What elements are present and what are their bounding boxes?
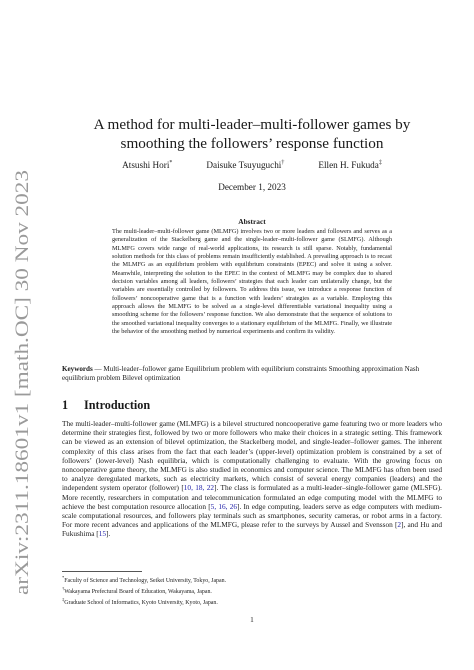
footnote [62, 585, 442, 596]
footnote-mark: † [62, 586, 65, 592]
intro-text: The multi-leader–multi-follower game (MLMFG) is a bilevel structured noncooperative game featuring two or more leaders who determine their strategies first, followed by two or more followers who make their choices in a strategic setting. This framework can be viewed as an extension of bilevel optimization, the Stackelberg model, and single-leader–follower games. The inherent complexity of this class arises from the fact that each leader’s (upper-level) optimization problem is constrained by a set of followers’ (lower-level) Nash equilibria, which is computationally challenging to evaluate. With the growing focus on noncooperative game theory, the MLMFG is also studied in economics and computer science. The MLMFG has often been used to analyze deregulated markets, such as electricity markets, which consist of several energy companies (leaders) and the independent system operator (follower) [ [62, 419, 442, 493]
intro-text: ]. The class is formulated as a multi-leader–single-follower game (MLSFG). More recently, researchers in computation and telecommunication formulated an edge computing model with the MLMFG to achieve the best computation resource allocation [ [62, 483, 442, 511]
footnote-rule [62, 571, 142, 572]
footnote-text: Wakayama Prefectural Board of Education, Wakayama, Japan. [64, 589, 212, 596]
introduction-paragraph [62, 419, 442, 539]
footnote-mark: * [62, 575, 65, 580]
author-list [62, 160, 442, 170]
author-mark: ‡ [378, 160, 382, 166]
title-line-1: A method for multi-leader–multi-follower games by [93, 116, 411, 133]
abstract-heading: Abstract [238, 217, 266, 226]
author-mark: * [169, 160, 173, 166]
paper-title [62, 116, 442, 153]
citation-link[interactable]: 5, 16, 26 [210, 501, 238, 511]
footnotes [62, 574, 442, 607]
intro-text: ], and Hu and Fukushima [ [62, 520, 442, 539]
author [318, 160, 381, 170]
citation-link[interactable]: 15 [98, 529, 106, 539]
keywords [62, 365, 442, 382]
citation-link[interactable]: 2 [397, 520, 402, 530]
section-number: 1 [62, 398, 69, 412]
intro-text: ]. In edge computing, leaders serve as edge computers with medium-scale computational resources, and followers play terminals such as smartphones, security cameras, or robot arms in a factory. For more recent advances and applications of the MLMFG, please refer to the surveys by Aussel and Svensson [ [62, 501, 442, 530]
author-name: Atsushi Hori [122, 160, 170, 171]
author [122, 160, 172, 170]
footnote [62, 596, 442, 607]
abstract-body: The multi-leader–multi-follower game (MLMFG) involves two or more leaders and followers and serves as a generalization of the Stackelberg game and the single-leader–multi-follower game (SLMFG). Although MLMFG covers wide range of real-world applications, its research is still sparse. Notably, fundamental solution methods for this class of problems remain insufficiently established. A prevailing approach is to recast the MLMFG as an equilibrium problem with equilibrium constraints (EPEC) and solve it using a solver. Meanwhile, interpreting the solution to the EPEC in the context of MLMFG may be complex due to shared decision variables among all leaders, followers’ strategies that each leader can unilaterally change, but the variables are essentially controlled by followers. To address this issue, we introduce a response function of followers’ noncooperative game that is a function with leaders’ strategies as a variable. Employing this approach allows the MLMFG to be solved as a single-level differentiable variational inequality using a smoothing scheme for the followers’ response function. We also demonstrate that the sequence of solutions to the smoothed variational inequality converges to a stationary equilibrium of the MLMFG. Finally, we illustrate the behavior of the smoothing method by numerical experiments and confirm its validity. [112, 228, 392, 336]
paper-date: December 1, 2023 [218, 182, 286, 192]
footnote [62, 574, 442, 585]
footnote-text: Graduate School of Informatics, Kyoto University, Kyoto, Japan. [64, 600, 218, 607]
author-mark: † [281, 160, 285, 166]
keywords-label: Keywords [62, 365, 93, 373]
citation-link[interactable]: 10, 18, 22 [183, 483, 215, 493]
author-name: Daisuke Tsuyuguchi [206, 160, 282, 171]
intro-text: ]. [105, 529, 111, 539]
section-heading [62, 398, 150, 413]
page-number: 1 [250, 615, 254, 624]
section-title: Introduction [84, 398, 151, 412]
author [206, 160, 284, 170]
footnote-mark: ‡ [62, 597, 65, 603]
keywords-text: — Multi-leader–follower game Equilibrium problem with equilibrium constraints Smoothing approximation Nash equilibrium problem Bilevel optimization [62, 365, 420, 382]
arxiv-stamp-svg [2, 170, 38, 600]
footnote-text: Faculty of Science and Technology, Seikei University, Tokyo, Japan. [64, 577, 227, 584]
arxiv-stamp-text: arXiv:2311.18601v1 [math.OC] 30 Nov 2023 [13, 256, 33, 595]
arxiv-stamp [2, 170, 38, 600]
author-name: Ellen H. Fukuda [318, 160, 379, 171]
title-line-2: smoothing the followers’ response function [120, 134, 384, 152]
